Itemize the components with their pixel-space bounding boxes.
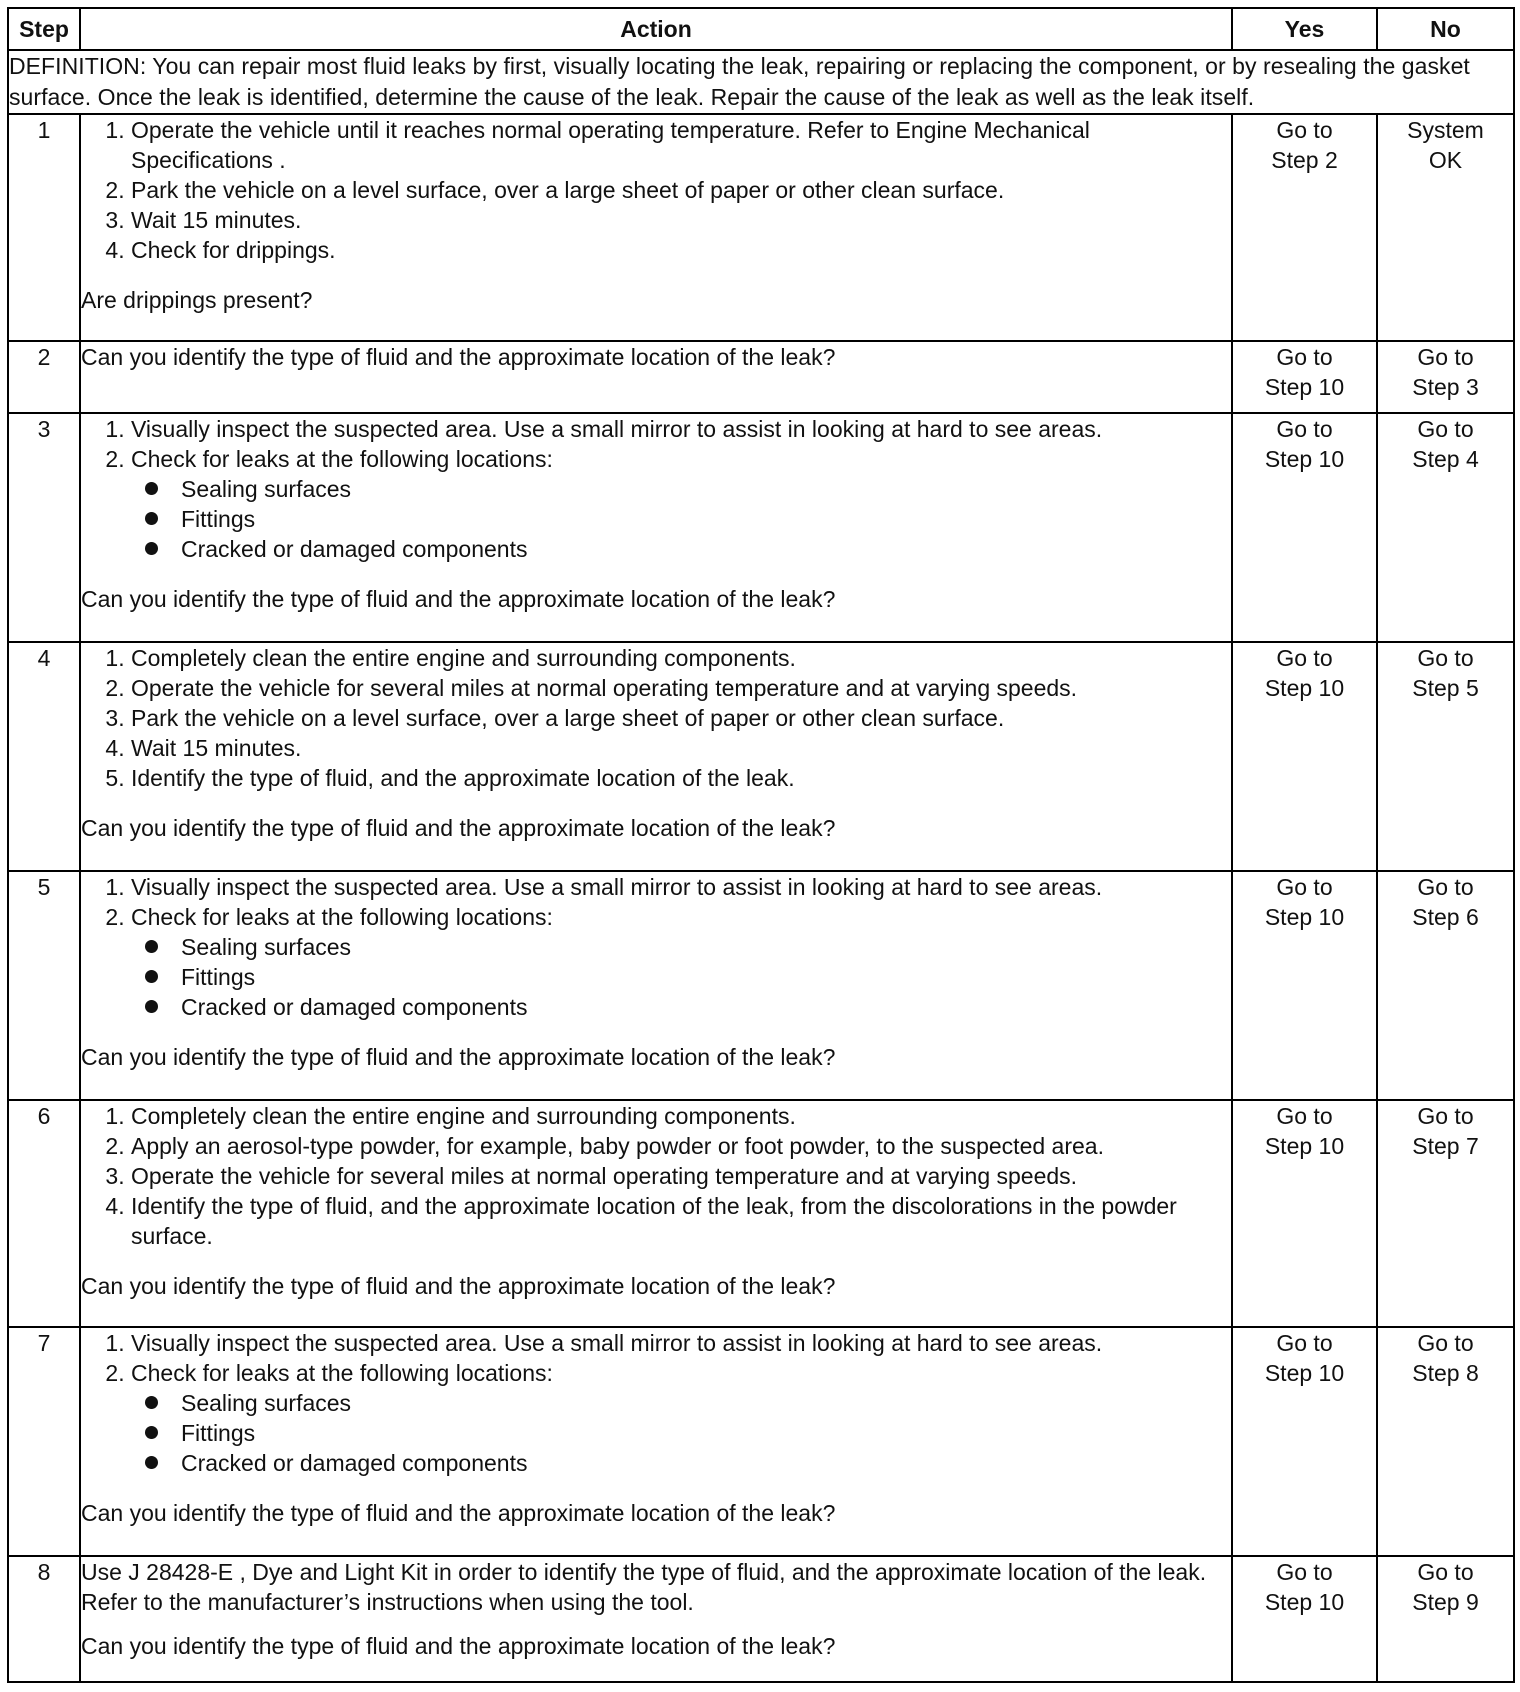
yes-line-1: Go to	[1276, 416, 1333, 442]
bullet-text: Sealing surfaces	[181, 934, 352, 960]
bullet-text: Cracked or damaged components	[181, 1450, 528, 1476]
no-line-1: Go to	[1417, 645, 1474, 671]
bullet-text: Fittings	[181, 964, 256, 990]
yes-cell	[1232, 642, 1377, 871]
action-cell	[80, 871, 1232, 1100]
bullet-dot-icon	[145, 940, 158, 953]
header-action: Action	[80, 8, 1232, 50]
yes-line-2: Step 10	[1264, 1133, 1345, 1159]
step-row-7	[8, 1327, 1514, 1556]
no-cell	[1377, 1327, 1514, 1556]
action-question: Can you identify the type of fluid and the approximate location of the leak?	[81, 1044, 836, 1070]
diagnostic-table	[7, 7, 1515, 1683]
step-number: 5	[8, 871, 80, 1100]
header-no: No	[1377, 8, 1514, 50]
action-step: 1. Completely clean the entire engine and surrounding components.	[131, 1101, 1231, 1131]
action-question: Can you identify the type of fluid and the approximate location of the leak?	[81, 1500, 836, 1526]
step-number: 2	[8, 341, 80, 413]
action-step: 3. Wait 15 minutes.	[131, 205, 1231, 235]
bullet-dot-icon	[145, 1426, 158, 1439]
location-bullets	[131, 932, 1231, 1022]
definition-row	[8, 50, 1514, 114]
bullet-dot-icon	[145, 482, 158, 495]
no-line-1: Go to	[1417, 1330, 1474, 1356]
bullet-dot-icon	[145, 1456, 158, 1469]
bullet-dot-icon	[145, 512, 158, 525]
action-step: 2. Apply an aerosol-type powder, for example, baby powder or foot powder, to the suspected area.	[131, 1131, 1231, 1161]
bullet-text: Sealing surfaces	[181, 476, 352, 502]
no-line-2: Step 7	[1412, 1133, 1479, 1159]
no-line-2: Step 3	[1412, 374, 1479, 400]
bullet-item	[181, 474, 1231, 504]
action-step: 3. Operate the vehicle for several miles at normal operating temperature and at varying speeds.	[131, 1161, 1231, 1191]
action-step: 5. Identify the type of fluid, and the approximate location of the leak.	[131, 763, 1231, 793]
yes-line-2: Step 10	[1264, 446, 1345, 472]
step-number: 1	[8, 114, 80, 341]
bullet-dot-icon	[145, 1000, 158, 1013]
no-line-2: Step 4	[1412, 446, 1479, 472]
no-line-2: Step 9	[1412, 1589, 1479, 1615]
no-cell	[1377, 114, 1514, 341]
bullet-text: Fittings	[181, 1420, 256, 1446]
yes-line-1: Go to	[1276, 1330, 1333, 1356]
no-line-2: Step 5	[1412, 675, 1479, 701]
no-line-1: Go to	[1417, 1103, 1474, 1129]
yes-line-1: Go to	[1276, 1559, 1333, 1585]
yes-line-1: Go to	[1276, 344, 1333, 370]
no-line-1: System	[1407, 117, 1484, 143]
action-question: Can you identify the type of fluid and the approximate location of the leak?	[81, 344, 836, 370]
no-cell	[1377, 871, 1514, 1100]
bullet-dot-icon	[145, 542, 158, 555]
no-cell	[1377, 642, 1514, 871]
action-step-text: Check for leaks at the following locations:	[131, 446, 553, 472]
bullet-text: Cracked or damaged components	[181, 994, 528, 1020]
bullet-item	[181, 932, 1231, 962]
no-line-1: Go to	[1417, 344, 1474, 370]
step-number: 7	[8, 1327, 80, 1556]
yes-line-2: Step 2	[1271, 147, 1338, 173]
step-row-3	[8, 413, 1514, 642]
action-cell	[80, 114, 1232, 341]
yes-line-2: Step 10	[1264, 1360, 1345, 1386]
step-number: 6	[8, 1100, 80, 1327]
action-step-text: Check for leaks at the following locations:	[131, 1360, 553, 1386]
yes-cell	[1232, 1100, 1377, 1327]
bullet-text: Cracked or damaged components	[181, 536, 528, 562]
header-step: Step	[8, 8, 80, 50]
definition-text: DEFINITION: You can repair most fluid leaks by first, visually locating the leak, repairing or replacing the component, or by resealing the gasket surface. Once the leak is identified, determine the cause of the leak. Repair the cause of the leak as well as the leak itself.	[8, 50, 1514, 114]
header-yes: Yes	[1232, 8, 1377, 50]
diagnostic-table-sheet	[7, 7, 1513, 1683]
bullet-item	[181, 962, 1231, 992]
action-step: 4. Check for drippings.	[131, 235, 1231, 265]
action-step-text: Check for leaks at the following locations:	[131, 904, 553, 930]
yes-cell	[1232, 341, 1377, 413]
action-step: 1. Visually inspect the suspected area. Use a small mirror to assist in looking at hard to see areas.	[131, 872, 1231, 902]
header-row	[8, 8, 1514, 50]
action-step: 1. Visually inspect the suspected area. Use a small mirror to assist in looking at hard to see areas.	[131, 1328, 1231, 1358]
yes-cell	[1232, 1327, 1377, 1556]
location-bullets	[131, 474, 1231, 564]
yes-line-1: Go to	[1276, 1103, 1333, 1129]
action-cell	[80, 1327, 1232, 1556]
no-line-1: Go to	[1417, 416, 1474, 442]
step-row-1	[8, 114, 1514, 341]
action-step: 1. Operate the vehicle until it reaches normal operating temperature. Refer to Engine Mechanical Specifications .	[131, 115, 1231, 175]
no-cell	[1377, 341, 1514, 413]
bullet-dot-icon	[145, 1396, 158, 1409]
bullet-text: Fittings	[181, 506, 256, 532]
no-line-1: Go to	[1417, 874, 1474, 900]
yes-line-2: Step 10	[1264, 904, 1345, 930]
step-number: 4	[8, 642, 80, 871]
action-step: 4. Wait 15 minutes.	[131, 733, 1231, 763]
no-line-1: Go to	[1417, 1559, 1474, 1585]
action-cell	[80, 1556, 1232, 1682]
yes-cell	[1232, 114, 1377, 341]
action-steps	[81, 643, 1231, 793]
bullet-dot-icon	[145, 970, 158, 983]
action-cell	[80, 413, 1232, 642]
action-steps	[81, 115, 1231, 265]
action-text: Use J 28428-E , Dye and Light Kit in order to identify the type of fluid, and the approximate location of the leak. Refer to the manufacturer’s instructions when using the tool.	[81, 1559, 1207, 1615]
yes-line-1: Go to	[1276, 117, 1333, 143]
action-question: Are drippings present?	[81, 287, 313, 313]
action-question: Can you identify the type of fluid and the approximate location of the leak?	[81, 1273, 836, 1299]
step-number: 3	[8, 413, 80, 642]
step-row-8	[8, 1556, 1514, 1682]
bullet-text: Sealing surfaces	[181, 1390, 352, 1416]
action-steps	[81, 1328, 1231, 1478]
no-line-2: OK	[1428, 147, 1463, 173]
yes-line-2: Step 10	[1264, 1589, 1345, 1615]
step-row-6	[8, 1100, 1514, 1327]
no-line-2: Step 8	[1412, 1360, 1479, 1386]
yes-cell	[1232, 871, 1377, 1100]
yes-cell	[1232, 1556, 1377, 1682]
bullet-item	[181, 1448, 1231, 1478]
yes-line-1: Go to	[1276, 645, 1333, 671]
step-number: 8	[8, 1556, 80, 1682]
bullet-item	[181, 1418, 1231, 1448]
action-steps	[81, 1101, 1231, 1251]
bullet-item	[181, 1388, 1231, 1418]
no-line-2: Step 6	[1412, 904, 1479, 930]
action-step: 1. Completely clean the entire engine and surrounding components.	[131, 643, 1231, 673]
no-cell	[1377, 413, 1514, 642]
action-step	[131, 1358, 1231, 1478]
no-cell	[1377, 1556, 1514, 1682]
step-row-5	[8, 871, 1514, 1100]
step-row-4	[8, 642, 1514, 871]
action-step: 3. Park the vehicle on a level surface, over a large sheet of paper or other clean surface.	[131, 703, 1231, 733]
yes-line-1: Go to	[1276, 874, 1333, 900]
action-step: 4. Identify the type of fluid, and the approximate location of the leak, from the discolorations in the powder surface.	[131, 1191, 1231, 1251]
action-steps	[81, 414, 1231, 564]
action-step	[131, 902, 1231, 1022]
bullet-item	[181, 992, 1231, 1022]
action-step: 2. Operate the vehicle for several miles at normal operating temperature and at varying speeds.	[131, 673, 1231, 703]
action-question: Can you identify the type of fluid and the approximate location of the leak?	[81, 586, 836, 612]
action-steps	[81, 872, 1231, 1022]
yes-line-2: Step 10	[1264, 374, 1345, 400]
action-question: Can you identify the type of fluid and the approximate location of the leak?	[81, 1633, 836, 1659]
action-cell	[80, 1100, 1232, 1327]
action-step: 2. Park the vehicle on a level surface, over a large sheet of paper or other clean surface.	[131, 175, 1231, 205]
bullet-item	[181, 504, 1231, 534]
no-cell	[1377, 1100, 1514, 1327]
bullet-item	[181, 534, 1231, 564]
action-question: Can you identify the type of fluid and the approximate location of the leak?	[81, 815, 836, 841]
step-row-2	[8, 341, 1514, 413]
yes-line-2: Step 10	[1264, 675, 1345, 701]
action-step: 1. Visually inspect the suspected area. Use a small mirror to assist in looking at hard to see areas.	[131, 414, 1231, 444]
action-cell	[80, 341, 1232, 413]
action-cell	[80, 642, 1232, 871]
yes-cell	[1232, 413, 1377, 642]
action-step	[131, 444, 1231, 564]
location-bullets	[131, 1388, 1231, 1478]
